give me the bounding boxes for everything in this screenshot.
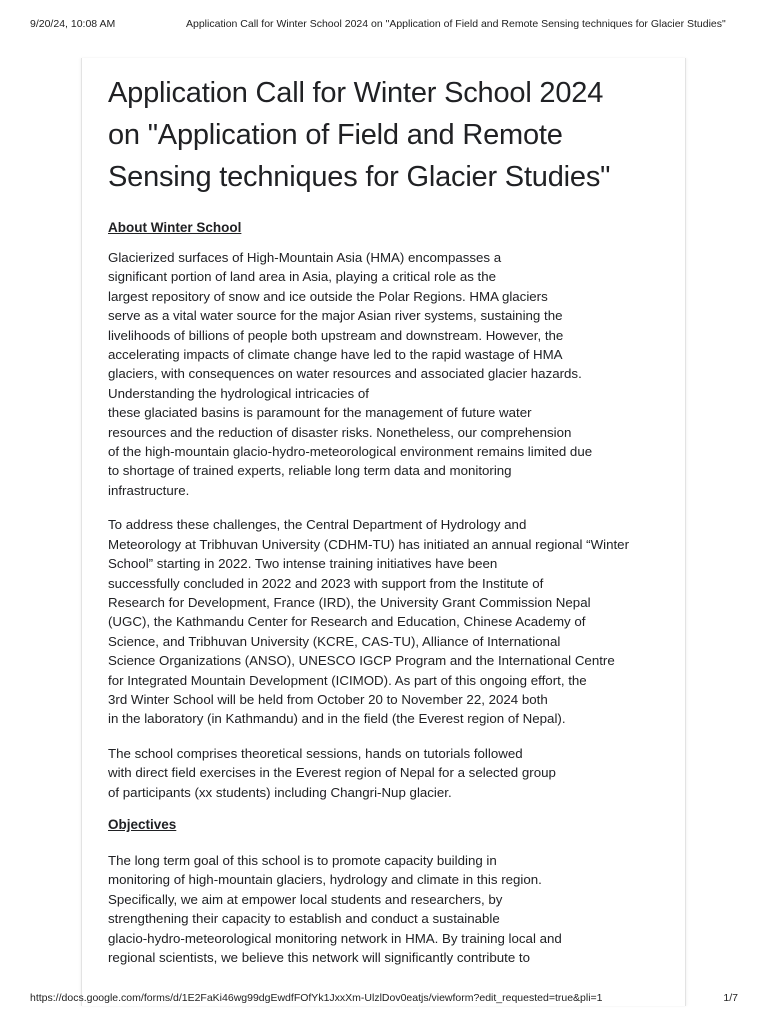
text-line: Science, and Tribhuvan University (KCRE, CAS-TU), Alliance of International: [108, 633, 561, 649]
text-line: strengthening their capacity to establish and conduct a sustainable: [108, 911, 500, 927]
about-paragraph-3: [108, 744, 668, 802]
text-line: Meteorology at Tribhuvan University (CDHM-TU) has initiated an annual regional “Winter: [108, 536, 630, 552]
text-line: The long term goal of this school is to promote capacity building in: [108, 852, 497, 868]
text-line: in the laboratory (in Kathmandu) and in the field (the Everest region of Nepal).: [108, 711, 566, 727]
text-line: largest repository of snow and ice outside the Polar Regions. HMA glaciers: [108, 288, 548, 304]
text-line: accelerating impacts of climate change have led to the rapid wastage of HMA: [108, 347, 563, 363]
text-line: regional scientists, we believe this network will significantly contribute to: [108, 950, 531, 965]
page-number: 1/7: [723, 992, 738, 1004]
form-title-line: on "Application of Field and Remote: [108, 119, 563, 151]
text-line: to shortage of trained experts, reliable long term data and monitoring: [108, 463, 512, 479]
text-line: glaciers, with consequences on water resources and associated glacier hazards.: [108, 366, 582, 382]
text-line: School” starting in 2022. Two intense training initiatives have been: [108, 556, 498, 572]
text-line: Glacierized surfaces of High-Mountain Asia (HMA) encompasses a: [108, 250, 502, 265]
about-paragraph-2: [108, 515, 668, 728]
form-card: [81, 58, 686, 1006]
text-line: 3rd Winter School will be held from October 20 to November 22, 2024 both: [108, 691, 548, 707]
text-line: for Integrated Mountain Development (ICIMOD). As part of this ongoing effort, the: [108, 672, 587, 688]
text-line: (UGC), the Kathmandu Center for Research and Education, Chinese Academy of: [108, 614, 586, 630]
objectives-heading: Objectives: [108, 816, 177, 832]
text-line: Specifically, we aim at empower local students and researchers, by: [108, 891, 503, 907]
text-line: of participants (xx students) including Changri-Nup glacier.: [108, 784, 452, 800]
print-datetime: 9/20/24, 10:08 AM: [30, 18, 116, 30]
print-footer: [0, 990, 768, 1020]
text-line: monitoring of high-mountain glaciers, hydrology and climate in this region.: [108, 872, 542, 888]
form-description: [108, 72, 668, 967]
text-line: Science Organizations (ANSO), UNESCO IGCP Program and the International Centre: [108, 653, 615, 669]
about-paragraph-1: [108, 248, 668, 500]
form-title-line: Application Call for Winter School 2024: [108, 77, 604, 109]
print-doc-title: Application Call for Winter School 2024 on "Application of Field and Remote Sensing techniques for Glacier Studies": [186, 18, 726, 30]
text-line: infrastructure.: [108, 482, 190, 498]
text-line: serve as a vital water source for the major Asian river systems, sustaining the: [108, 308, 563, 324]
text-line: of the high-mountain glacio-hydro-meteorological environment remains limited due: [108, 444, 593, 460]
text-line: resources and the reduction of disaster risks. Nonetheless, our comprehension: [108, 424, 572, 440]
text-line: these glaciated basins is paramount for the management of future water: [108, 405, 532, 421]
print-url: https://docs.google.com/forms/d/1E2FaKi46wg99dgEwdfFOfYk1JxxXm-UlzlDov0eatjs/viewform?edit_requested=true&pli=1: [30, 992, 603, 1004]
print-header: [0, 0, 768, 40]
text-line: with direct field exercises in the Everest region of Nepal for a selected group: [108, 765, 556, 781]
about-heading: About Winter School: [108, 220, 242, 235]
text-line: significant portion of land area in Asia, playing a critical role as the: [108, 269, 497, 285]
text-line: livelihoods of billions of people both upstream and downstream. However, the: [108, 327, 564, 343]
text-line: The school comprises theoretical sessions, hands on tutorials followed: [108, 745, 523, 761]
objectives-paragraph-1: [108, 851, 668, 967]
text-line: glacio-hydro-meteorological monitoring network in HMA. By training local and: [108, 930, 562, 946]
text-line: successfully concluded in 2022 and 2023 with support from the Institute of: [108, 575, 544, 591]
text-line: To address these challenges, the Central Department of Hydrology and: [108, 517, 527, 533]
text-line: Research for Development, France (IRD), the University Grant Commission Nepal: [108, 594, 591, 610]
form-title: [108, 72, 668, 198]
text-line: Understanding the hydrological intricacies of: [108, 385, 369, 401]
form-title-line: Sensing techniques for Glacier Studies": [108, 161, 611, 193]
